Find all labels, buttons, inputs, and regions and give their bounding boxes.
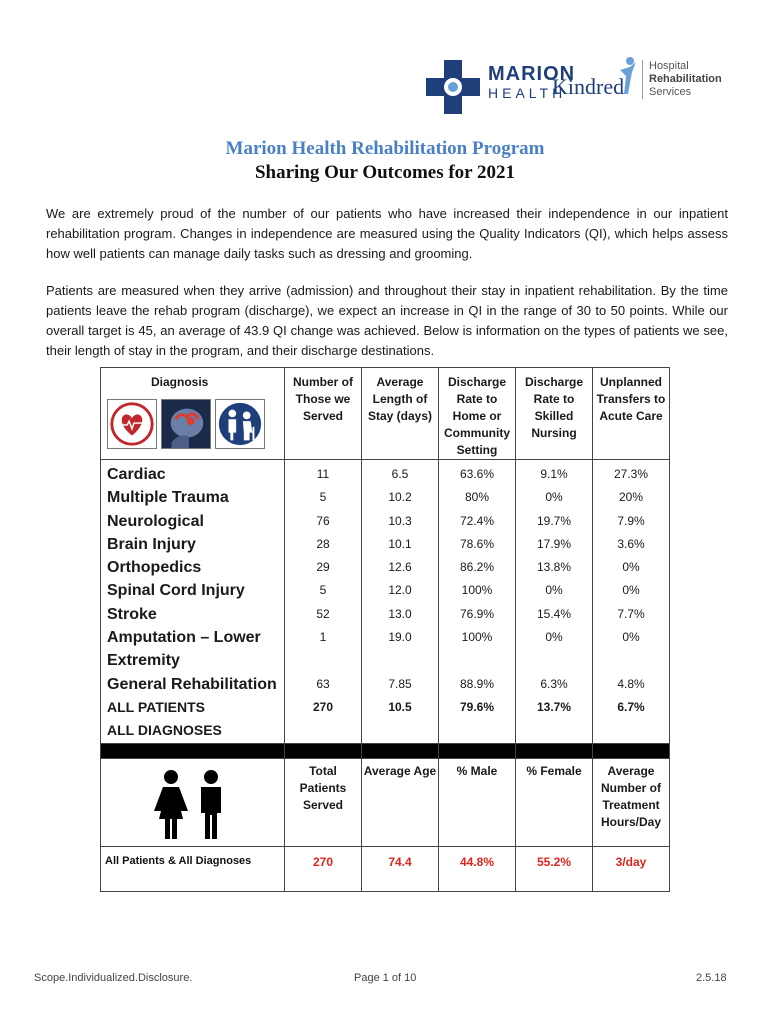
demographics-header-row bbox=[101, 758, 670, 846]
column-header-served: Number of Those we Served bbox=[285, 368, 362, 460]
people-icon-cell bbox=[101, 758, 285, 846]
column-header-acute-transfers: Unplanned Transfers to Acute Care bbox=[593, 368, 670, 460]
diagnosis-icons bbox=[107, 399, 284, 449]
cell-value: 9.1% bbox=[540, 467, 568, 481]
cell-value-all: 79.6% bbox=[459, 699, 495, 714]
cell-value: 0% bbox=[545, 583, 563, 598]
heart-icon bbox=[107, 399, 157, 449]
summary-total: 270 bbox=[285, 846, 362, 891]
table-header-row bbox=[101, 368, 670, 460]
divider-band bbox=[101, 743, 670, 758]
cell-value: 0% bbox=[622, 583, 640, 598]
marion-health-logo-icon bbox=[424, 58, 482, 116]
cell-value: 6.3% bbox=[540, 676, 568, 691]
cell-value: 12.0 bbox=[388, 583, 412, 598]
cell-value: 28 bbox=[316, 536, 330, 551]
column-header-discharge-home: Discharge Rate to Home or Community Setting bbox=[439, 368, 516, 460]
therapy-icon bbox=[215, 399, 265, 449]
diagnosis-cardiac: Cardiac bbox=[107, 466, 166, 483]
page-title: Marion Health Rehabilitation Program bbox=[225, 138, 545, 159]
cell-value: 5 bbox=[319, 583, 327, 598]
kindred-wordmark: Kindred bbox=[552, 74, 625, 99]
cell-value: 100% bbox=[461, 630, 493, 645]
cell-value: 13.8% bbox=[536, 560, 572, 575]
all-patients-label: ALL PATIENTS bbox=[107, 698, 205, 715]
cell-value: 19.0 bbox=[388, 630, 412, 645]
cell-value: 17.9% bbox=[536, 536, 572, 551]
outcomes-table bbox=[100, 367, 670, 892]
hospital-rehab-services-label bbox=[642, 60, 722, 99]
cell-value: 15.4% bbox=[536, 606, 572, 621]
cell-value: 76.9% bbox=[459, 606, 495, 621]
measurement-paragraph: Patients are measured when they arrive (admission) and throughout their stay in inpatient rehabilitation. By the time patients leave the rehab program (discharge), we expect an increase in QI in the range of 30 to 50 points. While our overall target is 45, an average of 43.9 QI change was achieved. Below is information on the types of patients we see, their length of stay in the program, and their discharge destinations. bbox=[46, 283, 728, 358]
column-header-discharge-snf: Discharge Rate to Skilled Nursing bbox=[516, 368, 593, 460]
brand-line1: MARION bbox=[488, 63, 576, 85]
diagnosis-neurological: Neurological bbox=[107, 512, 204, 530]
cell-value: 12.6 bbox=[388, 560, 412, 575]
snf-column bbox=[516, 460, 593, 744]
cell-value: 0% bbox=[545, 490, 563, 505]
column-header-treatment-hours: Average Number of Treatment Hours/Day bbox=[593, 758, 670, 846]
cell-value: 10.1 bbox=[388, 536, 412, 551]
footer-tagline: Scope.Individualized.Disclosure. bbox=[34, 972, 193, 984]
diagnosis-spinal-cord: Spinal Cord Injury bbox=[107, 582, 245, 600]
services-line3: Services bbox=[649, 86, 692, 98]
cell-value: 7.9% bbox=[617, 513, 645, 528]
diagnosis-amputation: Amputation – Lower Extremity bbox=[107, 629, 261, 670]
diagnosis-orthopedics: Orthopedics bbox=[107, 559, 202, 577]
table-body-row bbox=[101, 460, 670, 744]
cell-value: 76 bbox=[316, 513, 330, 528]
services-line1: Hospital bbox=[649, 60, 689, 72]
cell-value-all: 13.7% bbox=[536, 699, 572, 714]
cell-value: 52 bbox=[316, 606, 330, 621]
column-header-length-of-stay: Average Length of Stay (days) bbox=[362, 368, 439, 460]
cell-value: 11 bbox=[316, 467, 330, 481]
column-header-male: % Male bbox=[439, 758, 516, 846]
footer-page-number: Page 1 of 10 bbox=[354, 972, 417, 984]
cell-value: 0% bbox=[622, 560, 640, 575]
cell-value: 1 bbox=[319, 630, 327, 645]
summary-hours: 3/day bbox=[593, 846, 670, 891]
cell-value: 27.3% bbox=[613, 467, 649, 481]
summary-row bbox=[101, 846, 670, 891]
diagnosis-brain-injury: Brain Injury bbox=[107, 535, 196, 553]
cell-value: 13.0 bbox=[388, 606, 412, 621]
header-logos bbox=[424, 46, 744, 116]
cell-value-all: 270 bbox=[312, 699, 334, 714]
cell-value-all: 10.5 bbox=[388, 699, 412, 714]
cell-value: 19.7% bbox=[536, 513, 572, 528]
cell-value: 20% bbox=[618, 490, 644, 505]
los-column bbox=[362, 460, 439, 744]
cell-value-all: 6.7% bbox=[617, 699, 645, 714]
summary-female: 55.2% bbox=[516, 846, 593, 891]
diagnosis-stroke: Stroke bbox=[107, 605, 157, 623]
cell-value: 5 bbox=[319, 490, 327, 505]
cell-value: 86.2% bbox=[459, 560, 495, 575]
column-header-average-age: Average Age bbox=[362, 758, 439, 846]
cell-value: 10.2 bbox=[388, 490, 412, 505]
brand-line2: HEALTH bbox=[488, 85, 567, 101]
diagnosis-header: Diagnosis bbox=[151, 375, 209, 389]
cell-value: 29 bbox=[316, 560, 330, 575]
cell-value: 0% bbox=[622, 630, 640, 645]
brain-scan-icon bbox=[161, 399, 211, 449]
cell-value: 63 bbox=[316, 676, 330, 691]
summary-label: All Patients & All Diagnoses bbox=[101, 846, 285, 891]
column-header-female: % Female bbox=[516, 758, 593, 846]
diagnosis-list bbox=[101, 460, 285, 744]
cell-value: 78.6% bbox=[459, 536, 495, 551]
diagnosis-multiple-trauma: Multiple Trauma bbox=[107, 489, 229, 507]
page-subtitle: Sharing Our Outcomes for 2021 bbox=[254, 162, 516, 183]
cell-value: 10.3 bbox=[388, 513, 412, 528]
summary-male: 44.8% bbox=[439, 846, 516, 891]
cell-value: 4.8% bbox=[617, 676, 645, 691]
diagnosis-general-rehab: General Rehabilitation bbox=[107, 675, 277, 693]
cell-value: 72.4% bbox=[459, 513, 495, 528]
cell-value: 7.7% bbox=[617, 606, 645, 621]
acute-column bbox=[593, 460, 670, 744]
column-header-total-served: Total Patients Served bbox=[285, 758, 362, 846]
cell-value: 3.6% bbox=[617, 536, 645, 551]
cell-value: 0% bbox=[545, 630, 563, 645]
cell-value: 63.6% bbox=[459, 467, 495, 481]
services-line2: Rehabilitation bbox=[649, 73, 722, 85]
cell-value: 7.85 bbox=[388, 676, 412, 691]
diagnosis-header-cell bbox=[101, 368, 285, 460]
intro-paragraph: We are extremely proud of the number of our patients who have increased their independence in our inpatient rehabilitation program. Changes in independence are measured using the Quality Indicators (QI), which helps assess how well patients can manage daily tasks such as dressing and grooming. bbox=[46, 206, 728, 261]
cell-value: 6.5 bbox=[391, 467, 409, 481]
all-diagnoses-label: ALL DIAGNOSES bbox=[107, 722, 222, 739]
cell-value: 100% bbox=[461, 583, 493, 598]
kindred-figure-icon bbox=[616, 56, 638, 96]
people-icon bbox=[149, 769, 239, 841]
cell-value: 80% bbox=[464, 490, 490, 505]
home-column bbox=[439, 460, 516, 744]
footer-version: 2.5.18 bbox=[696, 972, 727, 984]
cell-value: 88.9% bbox=[459, 676, 495, 691]
served-column bbox=[285, 460, 362, 744]
summary-age: 74.4 bbox=[362, 846, 439, 891]
